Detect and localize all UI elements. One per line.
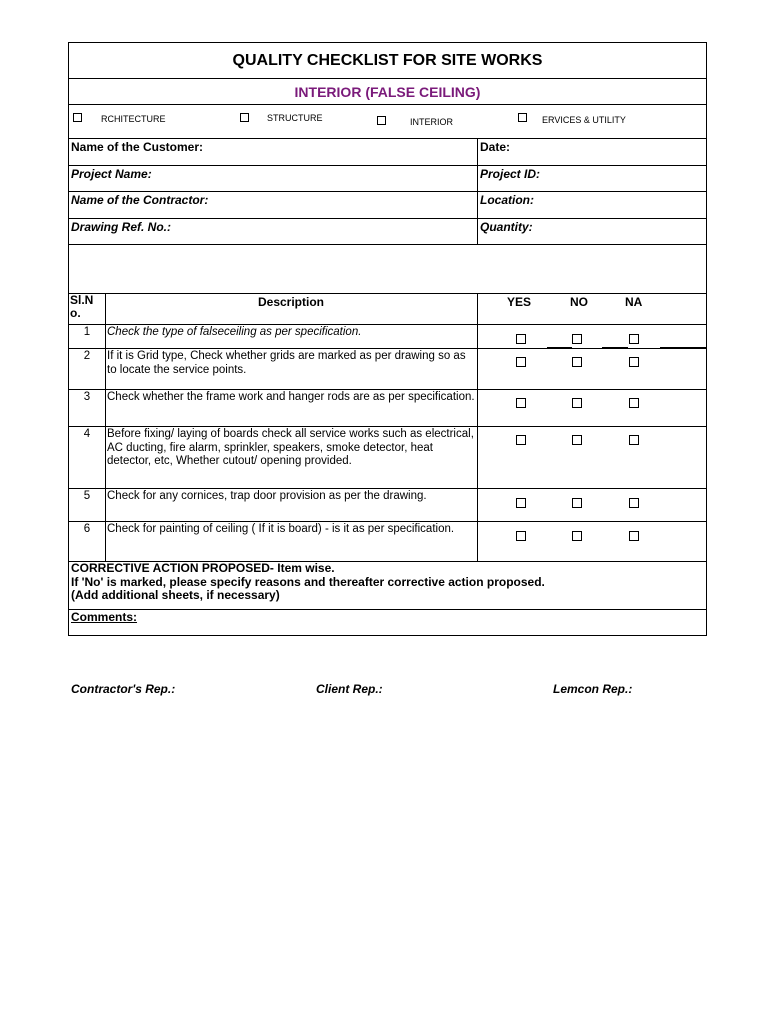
table-row	[68, 522, 707, 562]
category-label-structure: STRUCTURE	[267, 113, 323, 123]
form-title: QUALITY CHECKLIST FOR SITE WORKS	[232, 51, 543, 69]
category-row	[68, 105, 707, 139]
na-checkbox[interactable]	[629, 334, 639, 344]
no-checkbox[interactable]	[572, 531, 582, 541]
yes-checkbox[interactable]	[516, 334, 526, 344]
comments-label: Comments:	[71, 610, 138, 624]
no-header: NO	[570, 295, 588, 309]
client-rep-label: Client Rep.:	[316, 682, 383, 696]
no-checkbox[interactable]	[572, 334, 582, 344]
form-subtitle-row	[68, 79, 707, 105]
item-description: If it is Grid type, Check whether grids are marked as per drawing so as to locate the service points.	[107, 350, 466, 376]
sl-no-header: Sl.N o.	[70, 293, 94, 320]
project-id-label: Project ID:	[480, 166, 541, 181]
no-checkbox[interactable]	[572, 498, 582, 508]
corrective-heading: CORRECTIVE ACTION PROPOSED	[71, 561, 270, 575]
info-row-project	[68, 166, 707, 193]
na-checkbox[interactable]	[629, 531, 639, 541]
item-number: 3	[83, 391, 91, 403]
yes-checkbox[interactable]	[516, 435, 526, 445]
table-row	[68, 390, 707, 427]
table-row	[68, 489, 707, 522]
blank-row	[68, 245, 707, 294]
na-checkbox[interactable]	[629, 357, 639, 367]
yes-checkbox[interactable]	[516, 498, 526, 508]
contractor-label: Name of the Contractor:	[71, 193, 209, 207]
info-row-drawing	[68, 219, 707, 246]
item-number: 6	[83, 523, 91, 535]
location-label: Location:	[480, 193, 534, 207]
item-description: Check for any cornices, trap door provision as per the drawing.	[107, 490, 427, 502]
divider	[660, 347, 707, 348]
drawing-ref-label: Drawing Ref. No.:	[71, 219, 172, 234]
item-description: Check the type of falseceiling as per specification.	[107, 326, 362, 338]
customer-label: Name of the Customer:	[71, 140, 204, 154]
table-row	[68, 349, 707, 390]
contractor-rep-label: Contractor's Rep.:	[71, 682, 176, 696]
item-number: 2	[83, 350, 91, 362]
no-checkbox[interactable]	[572, 357, 582, 367]
item-description: Check for painting of ceiling ( If it is board) - is it as per specification.	[107, 523, 455, 535]
na-checkbox[interactable]	[629, 398, 639, 408]
quantity-label: Quantity:	[480, 219, 533, 234]
divider	[547, 347, 572, 348]
divider	[602, 347, 628, 348]
item-number: 4	[83, 428, 91, 440]
lemcon-rep-label: Lemcon Rep.:	[553, 682, 633, 696]
description-header: Description	[257, 295, 324, 309]
table-row	[68, 427, 707, 489]
table-row	[68, 325, 707, 349]
na-checkbox[interactable]	[629, 498, 639, 508]
item-description: Before fixing/ laying of boards check all service works such as electrical, AC ducting, fire alarm, sprinkler, speakers, smoke detector, heat detector, etc, Whether cutout/ opening provided.	[107, 428, 474, 467]
na-checkbox[interactable]	[629, 435, 639, 445]
category-label-architecture: RCHITECTURE	[101, 114, 166, 124]
project-name-label: Project Name:	[71, 166, 152, 181]
corrective-heading-suffix: - Item wise.	[269, 561, 335, 575]
comments-section	[68, 610, 707, 636]
form-subtitle: INTERIOR (FALSE CEILING)	[294, 83, 481, 100]
info-row-contractor	[68, 192, 707, 219]
category-label-interior: INTERIOR	[410, 117, 454, 127]
info-row-customer	[68, 139, 707, 166]
category-checkbox-services[interactable]	[518, 113, 527, 122]
corrective-action-section	[68, 562, 707, 610]
yes-checkbox[interactable]	[516, 398, 526, 408]
table-header-row	[68, 294, 707, 325]
item-number: 1	[83, 326, 91, 338]
category-label-services: ERVICES & UTILITY	[542, 115, 626, 125]
corrective-note: (Add additional sheets, if necessary)	[71, 588, 280, 602]
date-label: Date:	[480, 140, 511, 154]
corrective-instruction: If 'No' is marked, please specify reasons and thereafter corrective action proposed.	[71, 574, 545, 589]
na-header: NA	[625, 295, 643, 309]
yes-header: YES	[507, 295, 532, 309]
category-checkbox-architecture[interactable]	[73, 113, 82, 122]
yes-checkbox[interactable]	[516, 531, 526, 541]
no-checkbox[interactable]	[572, 435, 582, 445]
item-number: 5	[83, 490, 91, 502]
form-title-row	[68, 42, 707, 79]
yes-checkbox[interactable]	[516, 357, 526, 367]
checklist-form	[68, 42, 707, 636]
category-checkbox-structure[interactable]	[240, 113, 249, 122]
no-checkbox[interactable]	[572, 398, 582, 408]
item-description: Check whether the frame work and hanger rods are as per specification.	[107, 391, 475, 403]
category-checkbox-interior[interactable]	[377, 116, 386, 125]
